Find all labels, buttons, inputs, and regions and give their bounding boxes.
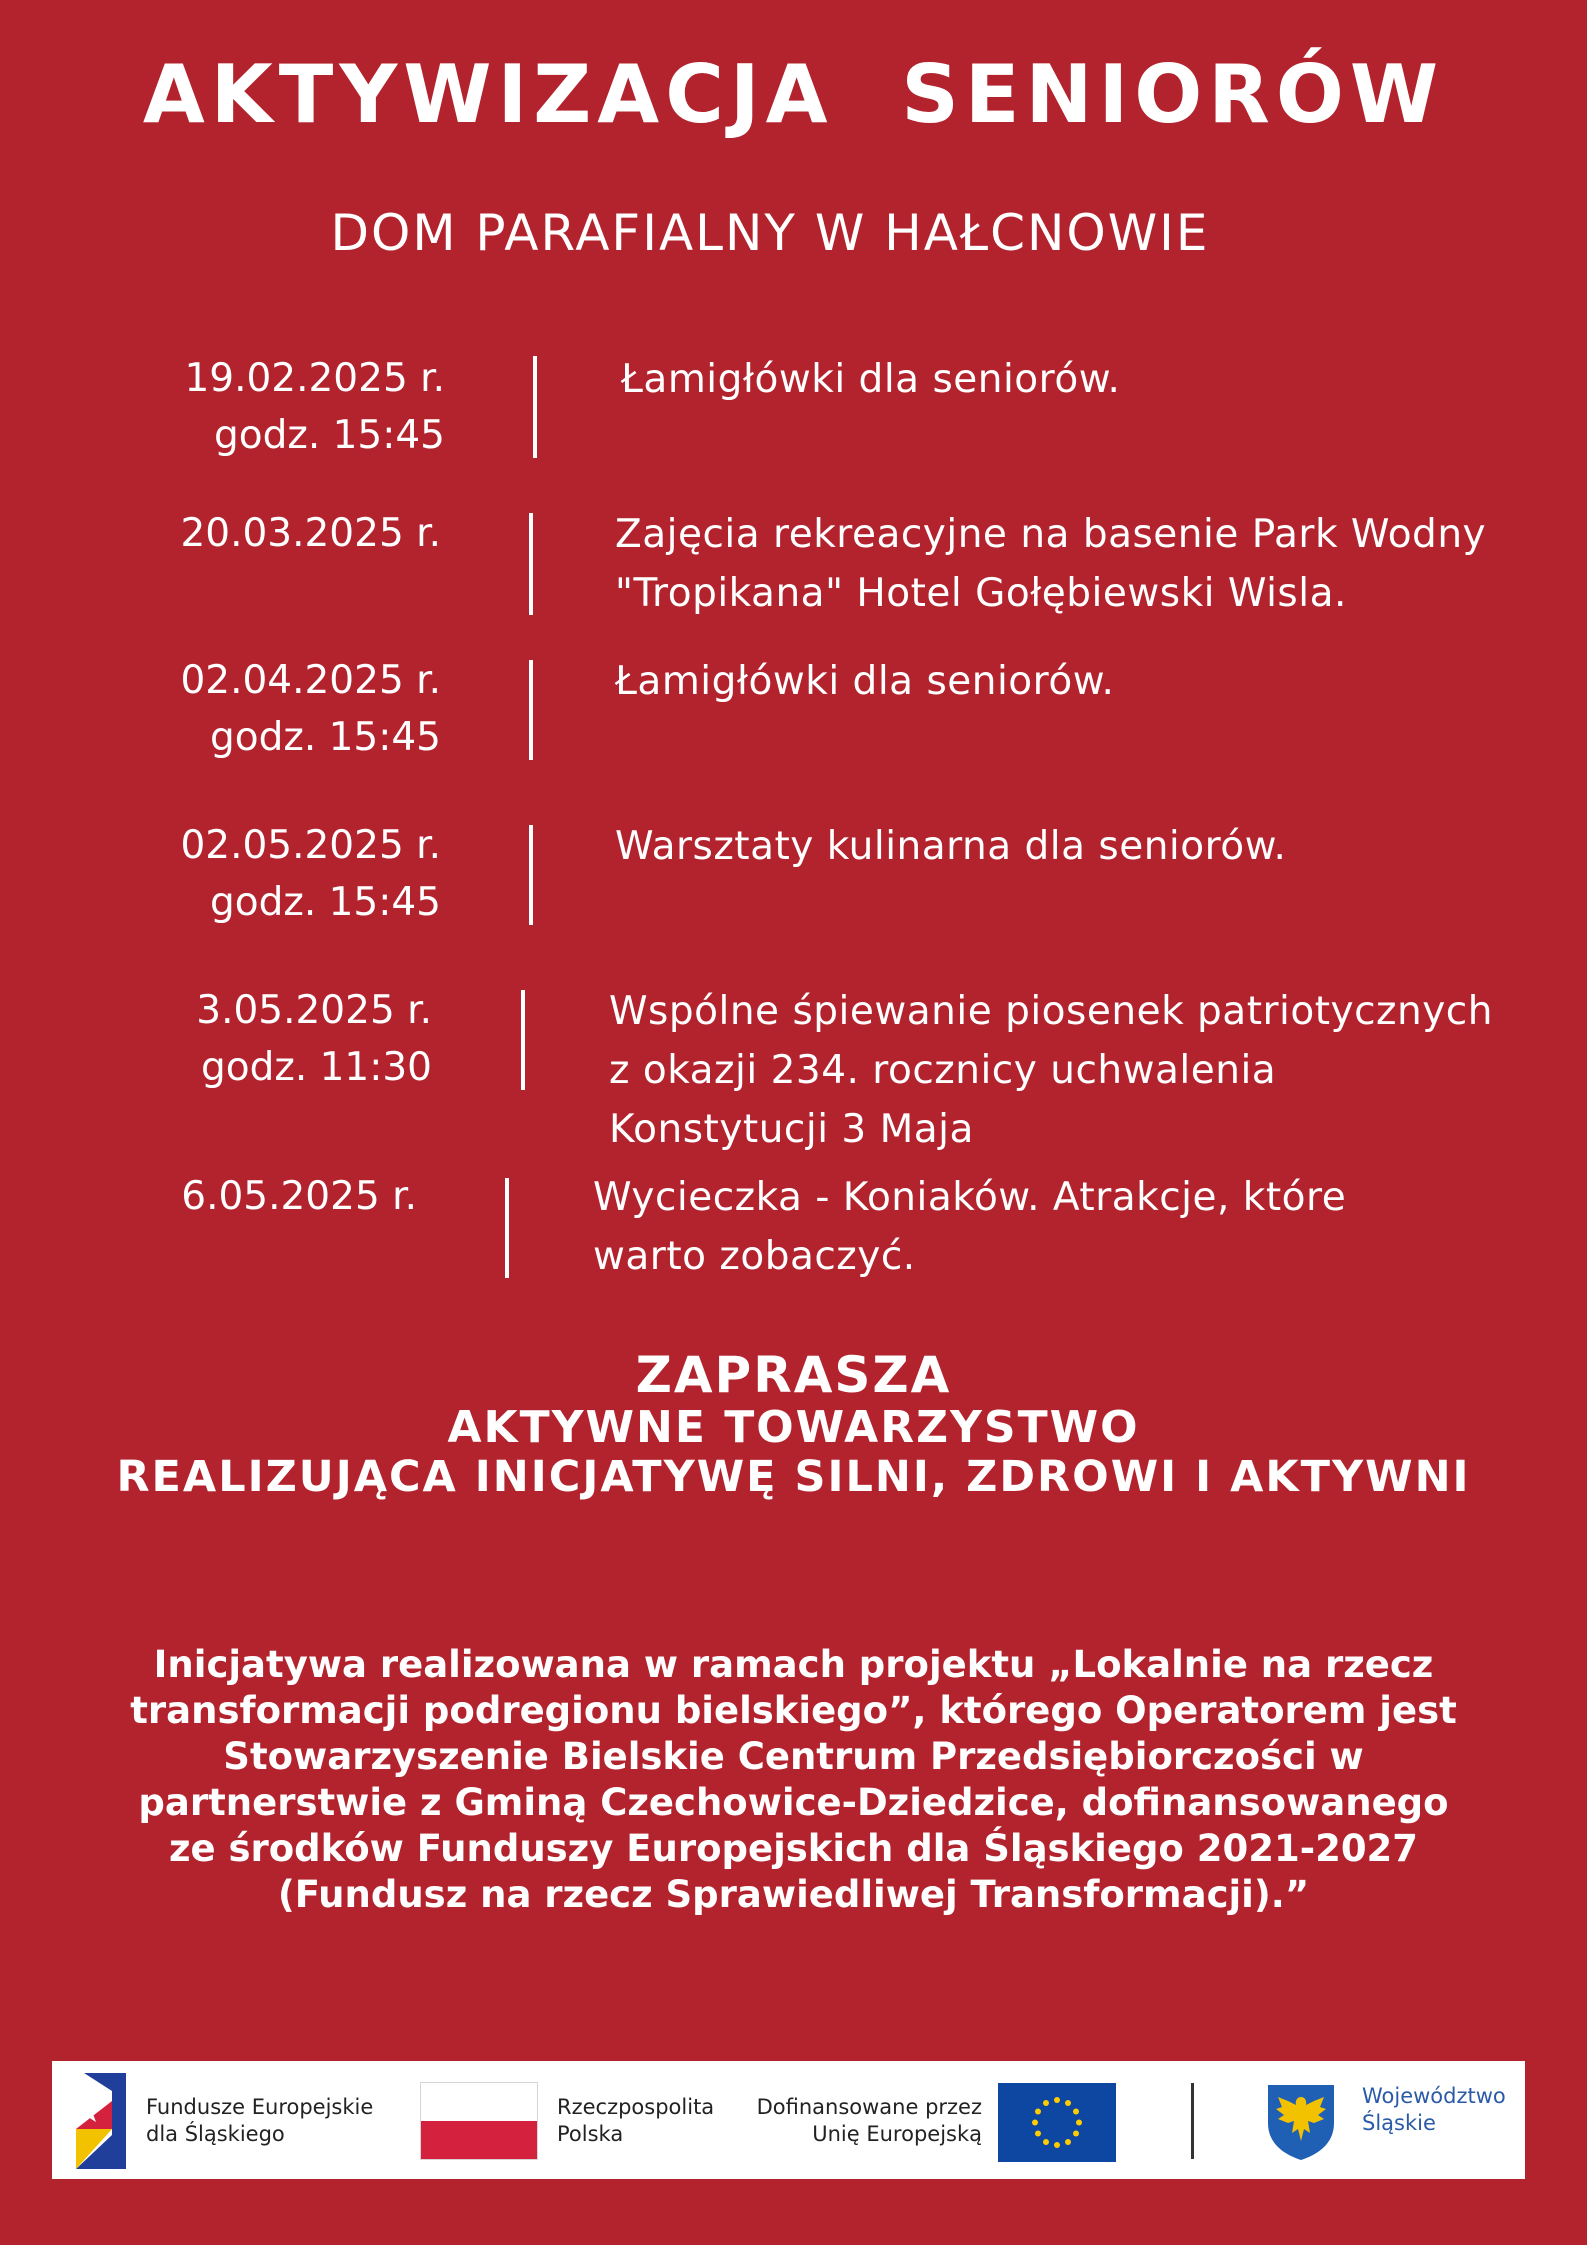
event-description	[615, 817, 1286, 876]
event-divider	[533, 356, 537, 458]
rp-label-line: Polska	[557, 2122, 624, 2146]
event-date-block	[100, 817, 441, 931]
event-description-line: Wycieczka - Koniaków. Atrakcje, które	[593, 1175, 1347, 1220]
event-description	[593, 1168, 1346, 1286]
event-description-line: Łamigłówki dla seniorów.	[621, 357, 1121, 402]
event-divider	[529, 660, 533, 760]
event-date: 19.02.2025 r.	[184, 356, 445, 401]
event-date: 02.05.2025 r.	[180, 823, 441, 868]
eu-flag-icon	[998, 2083, 1116, 2162]
event-divider	[529, 825, 533, 925]
event-time: godz. 15:45	[209, 715, 441, 760]
event-date-block	[100, 982, 432, 1096]
flag-red-stripe	[421, 2121, 537, 2159]
fe-label-line: dla Śląskiego	[146, 2122, 285, 2146]
event-date-block	[100, 505, 441, 562]
fe-label-line: Fundusze Europejskie	[146, 2095, 374, 2119]
eu-label	[752, 2094, 982, 2148]
event-description-line: Warsztaty kulinarna dla seniorów.	[615, 824, 1287, 869]
event-divider	[505, 1178, 509, 1278]
event-description-line: "Tropikana" Hotel Gołębiewski Wisla.	[615, 571, 1347, 616]
event-description	[609, 982, 1493, 1159]
fundusze-europejskie-logo	[74, 2071, 128, 2171]
page-title: AKTYWIZACJA SENIORÓW	[142, 48, 1445, 141]
event-date-block	[100, 1168, 417, 1225]
event-date: 20.03.2025 r.	[180, 511, 441, 556]
event-date-block	[100, 350, 445, 464]
eu-label-line: Unię Europejską	[812, 2122, 982, 2146]
event-time: godz. 15:45	[209, 880, 441, 925]
flag-white-stripe	[421, 2083, 537, 2121]
funding-line: Inicjatywa realizowana w ramach projektu „Lokalnie na rzecz	[153, 1643, 1434, 1686]
silesia-coat-of-arms-icon	[1266, 2083, 1336, 2161]
event-description	[621, 350, 1120, 409]
event-date-block	[100, 652, 441, 766]
logo-bar	[52, 2061, 1525, 2179]
event-description	[615, 505, 1486, 623]
page-subtitle: DOM PARAFIALNY W HAŁCNOWIE	[330, 204, 1210, 262]
funding-line: Stowarzyszenie Bielskie Centrum Przedsiębiorczości w	[223, 1735, 1364, 1778]
event-divider	[521, 990, 525, 1090]
invitation-heading: ZAPRASZA	[635, 1346, 952, 1404]
ws-label	[1362, 2083, 1506, 2137]
event-date: 02.04.2025 r.	[180, 658, 441, 703]
invitation-organizer: AKTYWNE TOWARZYSTWO	[447, 1402, 1140, 1453]
eu-label-line: Dofinansowane przez	[756, 2095, 982, 2119]
rp-label-line: Rzeczpospolita	[557, 2095, 715, 2119]
event-description-line: Zajęcia rekreacyjne na basenie Park Wodny	[615, 512, 1487, 557]
event-description-line: Konstytucji 3 Maja	[609, 1107, 974, 1152]
rp-label	[557, 2094, 714, 2148]
event-description	[615, 652, 1114, 711]
event-divider	[529, 513, 533, 615]
event-date: 3.05.2025 r.	[196, 988, 432, 1033]
logo-separator	[1191, 2083, 1194, 2159]
poland-flag-icon	[420, 2082, 538, 2160]
funding-line: partnerstwie z Gminą Czechowice-Dziedzice, dofinansowanego	[138, 1781, 1449, 1824]
ws-label-line: Śląskie	[1362, 2111, 1436, 2135]
funding-line: transformacji podregionu bielskiego”, którego Operatorem jest	[130, 1689, 1457, 1732]
event-description-line: Wspólne śpiewanie piosenek patriotycznych	[609, 989, 1493, 1034]
ws-label-line: Województwo	[1362, 2084, 1506, 2108]
event-description-line: z okazji 234. rocznicy uchwalenia	[609, 1048, 1277, 1093]
event-time: godz. 11:30	[200, 1045, 432, 1090]
funding-line: ze środków Funduszy Europejskich dla Śląskiego 2021-2027	[168, 1827, 1419, 1870]
funding-statement	[60, 1642, 1527, 1918]
fe-label	[146, 2094, 373, 2148]
event-time: godz. 15:45	[213, 413, 445, 458]
event-date: 6.05.2025 r.	[181, 1174, 417, 1219]
funding-line: (Fundusz na rzecz Sprawiedliwej Transformacji).”	[277, 1873, 1310, 1916]
event-description-line: Łamigłówki dla seniorów.	[615, 659, 1115, 704]
invitation-initiative: REALIZUJĄCA INICJATYWĘ SILNI, ZDROWI I AKTYWNI	[116, 1452, 1471, 1502]
event-description-line: warto zobaczyć.	[593, 1234, 916, 1279]
